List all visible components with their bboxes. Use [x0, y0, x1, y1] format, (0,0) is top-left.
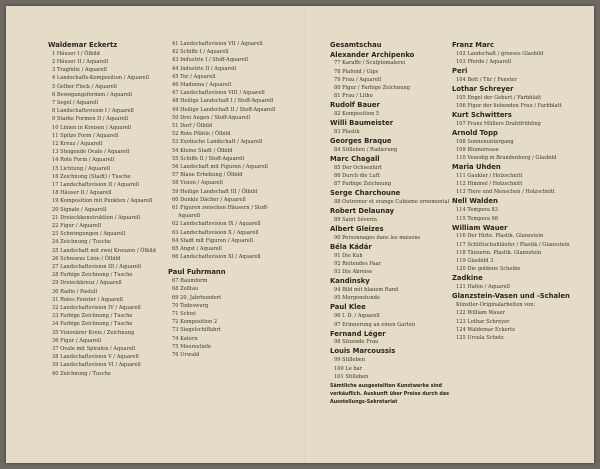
artist-heading: Louis Marcoussis [330, 347, 396, 356]
artwork-entry: 104 Bett / Tür / Fenster [456, 76, 517, 83]
artist-heading: Fernand Léger [330, 329, 386, 338]
artist-heading: Serge Charchoune [330, 189, 401, 198]
column-1 [48, 40, 170, 378]
artwork-entry: 119 Glasbild 3 [456, 258, 494, 265]
artwork-entry: 100 Le bar [334, 365, 363, 372]
artwork-entry: 103 Pferde / Aquarell [456, 58, 512, 65]
catalog-sheet [6, 6, 594, 463]
artist-heading: Marc Chagall [330, 154, 380, 163]
artwork-entry: 55 Schiffe II / Stoff-Aquarell [172, 155, 245, 162]
artwork-entry: 18 Häuser II / Aquarell [52, 190, 112, 197]
artwork-entry: 114 Tempera 83 [456, 207, 499, 214]
artwork-entry: 47 Landschaftsvision VIII / Aquarell [172, 90, 265, 97]
artwork-entry: 2 Häuser II / Aquarell [52, 58, 109, 65]
artwork-entry: 30 Radio / Pastell [52, 288, 98, 295]
section-gap [168, 261, 288, 267]
artwork-entry: 20 Signale / Aquarell [52, 206, 107, 213]
artwork-entry: 79 Frau / Aquarell [334, 76, 382, 83]
artwork-entry: 59 Heilige Landschaft III / Ölbild [172, 188, 258, 195]
page-fold [305, 6, 307, 463]
artwork-entry: 68 Zelltau [172, 286, 199, 293]
artwork-entry: 69 20. Jahrhundert [172, 294, 222, 301]
artist-heading: Peri [452, 66, 468, 75]
artist-heading: Béla Kádár [330, 242, 372, 251]
artwork-entry: 88 Outremer et orange Cubisme ornemental [334, 199, 450, 206]
artwork-entry: 125 Ursula Schetz [456, 334, 504, 341]
artwork-entry: 28 Farbige Zeichnung / Tusche [52, 272, 133, 279]
artwork-entry: 34 Farbige Zeichnung / Tusche [52, 321, 133, 328]
artwork-entry: 1 Häuser I / Ölbild [52, 50, 100, 57]
artwork-entry: 46 Madonna / Aquarell [172, 82, 232, 89]
artwork-entry: 60 Dunkle Dächer / Aquarell [172, 196, 246, 203]
artwork-entry: 22 Figur / Aquarell [52, 222, 102, 229]
artwork-entry: 112 Himmel / Holzschnitt [456, 181, 523, 188]
artist-heading: Waldemar Eckertz [48, 40, 118, 49]
artist-heading: William Wauer [452, 223, 508, 232]
artwork-entry: 15 Lichtung / Aquarell [52, 165, 111, 172]
artwork-entry: 97 Erinnerung an einen Garten [334, 321, 415, 328]
artwork-entry: 66 Landschaftsvision XI / Aquarell [172, 254, 261, 261]
artwork-entry: 124 Waldemar Eckertz [456, 326, 515, 333]
artwork-entry: 45 Tor / Aquarell [172, 73, 216, 80]
artwork-entry: 4 Landschafts-Komposition / Aquarell [52, 75, 149, 82]
artwork-entry: 120 Die goldene Scheibe [456, 266, 521, 273]
artwork-entry: 58 Vision / Aquarell [172, 180, 223, 187]
artwork-entry: 109 Blumenvase [456, 146, 499, 153]
artwork-entry: 21 Dreieckkonstruktion / Aquarell [52, 214, 141, 221]
artwork-entry: 57 Blaue Erhebung / Ölbild [172, 172, 243, 179]
artwork-entry: 121 Hafen / Aquarell [456, 284, 510, 291]
artwork-entry: 118 Tänzerin. Plastik. Glanzstein [456, 249, 542, 256]
artist-heading: Willi Baumeister [330, 119, 394, 128]
artist-heading: Gesamtschau [330, 40, 382, 49]
artwork-entry: 63 Landschaftsvision X / Aquarell [172, 229, 259, 236]
artwork-entry: 42 Schiffe I / Aquarell [172, 49, 229, 56]
artwork-entry: 81 Frau / Litho [334, 93, 373, 100]
artist-heading: Paul Klee [330, 303, 366, 312]
artwork-entry: 102 Landschaft / grosses Glasbild [456, 50, 544, 57]
artwork-entry: 67 Raumform [172, 278, 208, 285]
artwork-entry: 31 Rotes Fenster / Aquarell [52, 296, 123, 303]
artwork-entry: 93 Die Abreise [334, 269, 373, 276]
column-3 [330, 40, 452, 407]
artist-heading: Kurt Schwitters [452, 110, 512, 119]
artwork-entry: 90 Personnages dans les maisons [334, 234, 421, 241]
artwork-entry: 48 Heilige Landschaft I / Stoff-Aquarell [172, 98, 274, 105]
artist-heading: Georges Braque [330, 137, 392, 146]
artwork-entry: 99 Stilleben [334, 357, 366, 364]
artwork-entry: 96 I. D. / Aquarell [334, 313, 380, 320]
artist-heading: Albert Gleizes [330, 225, 384, 234]
artwork-entry: 16 Zeichnung (Stadt) / Tusche [52, 173, 131, 180]
artwork-entry: 92 Reitendes Paar [334, 261, 382, 268]
artwork-entry: 49 Heilige Landschaft II / Stoff-Aquarell [172, 106, 276, 113]
artwork-entry: 51 Dorf / Ölbild [172, 123, 213, 130]
artwork-entry: 14 Rote Form / Aquarell [52, 157, 115, 164]
artwork-entry: 72 Komposition 2 [172, 319, 218, 326]
artwork-entry: Künstler-Originalarbeiten von: [456, 302, 536, 309]
artwork-entry: 12 Kreuz / Aquarell [52, 140, 103, 147]
artwork-entry: 123 Lothar Schreyer [456, 318, 510, 325]
artwork-entry: 107 Franz Müllers Drahtfrühling [456, 120, 541, 127]
artwork-entry: 86 Durch die Luft [334, 173, 380, 180]
artwork-entry: 9 Starke Formen II / Aquarell [52, 116, 129, 123]
artwork-entry: 26 Schwarze Linie / Ölbild [52, 255, 121, 262]
artwork-entry: 117 Schlittschuhläufer / Plastik / Glanzstein [456, 241, 570, 248]
artwork-entry: 106 Figur der liebenden Frau / Farbblatt [456, 102, 562, 109]
artist-heading: Glanzstein-Vasen und -Schalen [452, 292, 570, 301]
artwork-entry: 10 Linien in Kreisen / Aquarell [52, 124, 132, 131]
artwork-entry: 53 Exotische Landschaft / Aquarell [172, 139, 263, 146]
artist-heading: Paul Fuhrmann [168, 268, 226, 277]
artwork-entry: 29 Dreieckkreuz / Aquarell [52, 280, 122, 287]
artwork-entry: 24 Zeichnung / Tusche [52, 239, 111, 246]
artwork-entry: 122 William Wauer [456, 310, 506, 317]
artwork-entry: 37 Ovale mit Spiralen / Aquarell [52, 346, 136, 353]
artwork-entry: 108 Sonnenuntergang [456, 138, 514, 145]
artwork-entry: 36 Figur / Aquarell [52, 337, 102, 344]
artwork-entry: 27 Landschaftsvision III / Aquarell [52, 263, 142, 270]
artwork-entry: 56 Landschaft mit Figuren / Aquarell [172, 164, 268, 171]
artwork-entry: 113 Tiere und Menschen / Holzschnitt [456, 189, 555, 196]
artist-heading: Maria Uhden [452, 163, 501, 172]
artwork-entry: 11 Spitze Form / Aquarell [52, 132, 119, 139]
sales-note: Sämtliche ausgestellten Kunstwerke sind verkäuflich. Auskunft über Preise durch das Ausstellungs-Sekretariat [330, 383, 449, 405]
artwork-entry: 33 Farbige Zeichnung / Tusche [52, 313, 133, 320]
artwork-entry: 8 Landschaftsvision I / Aquarell [52, 108, 134, 115]
artwork-entry: 23 Schwingungen / Aquarell [52, 231, 126, 238]
artwork-entry: 73 Siegelschiffahrt [172, 327, 221, 334]
artist-heading: Robert Delaunay [330, 207, 394, 216]
artwork-entry: 65 Angst / Aquarell [172, 246, 222, 253]
artwork-entry: 25 Landschaft mit zwei Kreuzen / Ölbild [52, 247, 156, 254]
artwork-entry: 98 Sitzende Frau [334, 339, 379, 346]
artwork-entry: 95 Morgenstunde [334, 295, 380, 302]
artwork-entry: 39 Landschaftsvision VI / Aquarell [52, 362, 141, 369]
artwork-entry: 87 Farbige Zeichnung [334, 181, 391, 188]
artwork-entry: 116 Der Hirte. Plastik. Glanzstein [456, 233, 544, 240]
artwork-entry: 38 Landschaftsvision V / Aquarell [52, 354, 139, 361]
artwork-entry: 84 Stilleben / Radierung [334, 146, 398, 153]
artwork-entry: 62 Landschaftsvision IX / Aquarell [172, 221, 261, 228]
artist-heading: Franz Marc [452, 40, 495, 49]
artwork-entry: 82 Komposition 5 [334, 111, 380, 118]
artwork-entry: 74 Katern [172, 335, 198, 342]
artist-heading: Kandinsky [330, 277, 370, 286]
artist-heading: Nell Walden [452, 197, 498, 206]
artwork-entry: 64 Stadt mit Figuren / Aquarell [172, 237, 254, 244]
artwork-entry: 7 Segel / Aquarell [52, 99, 99, 106]
artwork-entry: 110 Venedig in Brandenburg / Glasbild [456, 155, 557, 162]
artwork-entry: 91 Die Kuh [334, 252, 363, 259]
artwork-entry: 32 Landschaftsvision IV / Aquarell [52, 305, 141, 311]
artwork-entry: 13 Steigende Ovale / Aquarell [52, 149, 130, 156]
artwork-entry: 52 Rote Pfähle / Ölbild [172, 131, 231, 138]
artist-heading: Zadkine [452, 274, 483, 283]
artwork-entry: 85 Der Ochsenhirt [334, 164, 382, 171]
artwork-entry: 89 Saint Séverin [334, 217, 377, 224]
column-4 [452, 40, 570, 342]
column-2 [168, 40, 288, 359]
artist-heading: Arnold Topp [452, 128, 498, 137]
artwork-entry: 77 Karaffe / Sculptomalerei [334, 60, 406, 67]
artwork-entry: 35 Visionärer Kreis / Zeichnung [52, 329, 135, 336]
artwork-entry: 17 Landschaftsvision II / Aquarell [52, 181, 140, 188]
artwork-entry: 94 Bild mit blauem Rand [334, 287, 399, 294]
artwork-entry: 50 Drei Augen / Stoff-Aquarell [172, 114, 251, 121]
artwork-entry: 76 Urwald [172, 352, 200, 359]
artwork-entry: 101 Stilleben [334, 373, 369, 380]
artwork-entry: 78 Plafond / Gips [334, 68, 379, 75]
artist-heading: Alexander Archipenko [330, 50, 415, 59]
artwork-entry: 54 Kleine Stadt / Ölbild [172, 147, 233, 154]
artwork-entry: 40 Zeichnung / Tusche [52, 370, 111, 377]
artwork-entry: 83 Plastik [334, 129, 360, 136]
artwork-entry: 19 Komposition mit Punkten / Aquarell [52, 198, 153, 205]
artwork-entry: 70 Todeswurg [172, 302, 209, 309]
artwork-entry: 61 Figuren zwischen Häusern / Stoff-Aquarell [172, 205, 269, 220]
artwork-entry: 44 Industrie II / Aquarell [172, 65, 237, 72]
artwork-entry: 115 Tempera 98 [456, 215, 499, 222]
artwork-entry: 6 Bewegungsformen / Aquarell [52, 91, 133, 98]
artwork-entry: 111 Gaukler / Holzschnitt [456, 173, 523, 180]
artwork-entry: 80 Figur / Farbige Zeichnung [334, 85, 411, 92]
artwork-entry: 5 Gelber Fleck / Aquarell [52, 83, 117, 90]
artwork-entry: 75 Meerestiefe [172, 343, 211, 350]
artwork-entry: 41 Landschaftsvision VII / Aquarell [172, 41, 263, 47]
artist-heading: Lothar Schreyer [452, 84, 514, 93]
artwork-entry: 43 Industrie I / Stoff-Aquarell [172, 57, 248, 64]
artist-heading: Rudolf Bauer [330, 101, 380, 110]
artwork-entry: 105 Engel der Geburt / Farbblatt [456, 94, 542, 101]
artwork-entry: 3 Tragödie / Aquarell [52, 67, 107, 74]
artwork-entry: 71 Schwi [172, 311, 196, 317]
